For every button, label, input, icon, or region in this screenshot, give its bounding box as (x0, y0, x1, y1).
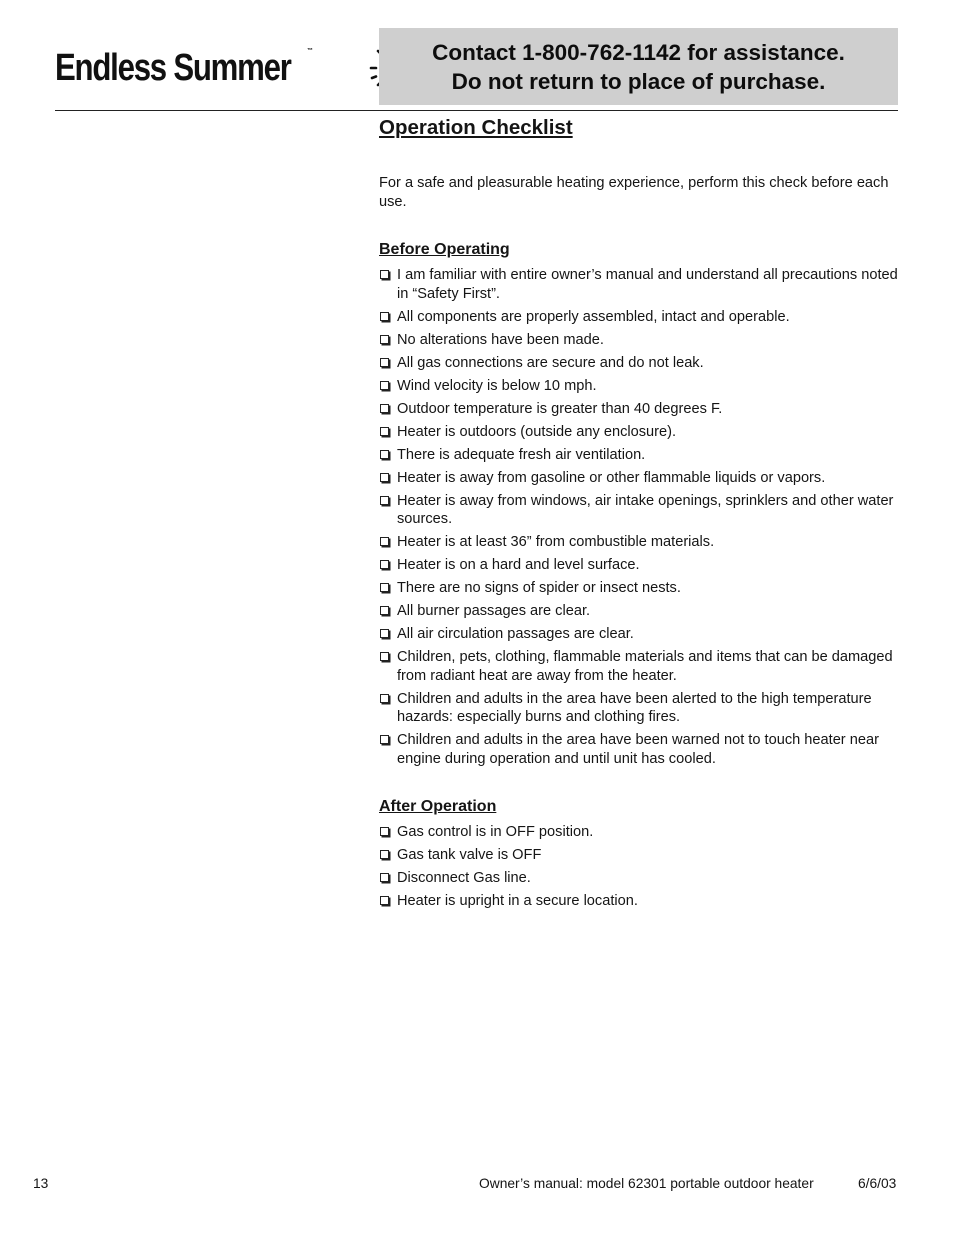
checklist-item (379, 354, 899, 373)
trademark-mark: ™ (307, 48, 313, 54)
brand-logo (55, 40, 355, 96)
page-title: Operation Checklist (379, 116, 573, 139)
checklist-item (379, 533, 899, 552)
checklist-item (379, 602, 899, 621)
contact-line-2: Do not return to place of purchase. (451, 68, 826, 94)
checklist-item (379, 331, 899, 350)
checklist-item (379, 823, 899, 842)
checklist-item-text: Outdoor temperature is greater than 40 degrees F. (397, 400, 723, 417)
checkbox-icon[interactable] (380, 404, 389, 413)
checkbox-icon[interactable] (380, 694, 389, 703)
checklist-item (379, 625, 899, 644)
checkbox-icon[interactable] (380, 358, 389, 367)
checklist-item (379, 400, 899, 419)
checklist-item (379, 308, 899, 327)
checklist-item-text: Disconnect Gas line. (397, 870, 531, 886)
checklist-item-text: Wind velocity is below 10 mph. (397, 377, 597, 394)
checklist-item-text: Heater is on a hard and level surface. (397, 557, 640, 573)
checkbox-icon[interactable] (380, 427, 389, 436)
checklist-item-text: All air circulation passages are clear. (397, 626, 634, 642)
checklist-item (379, 469, 899, 488)
checklist-item (379, 377, 899, 396)
checkbox-icon[interactable] (380, 496, 389, 505)
checkbox-icon[interactable] (380, 450, 389, 459)
checklist-item (379, 266, 899, 303)
checklist-item-text: All components are properly assembled, intact and operable. (397, 308, 790, 325)
checkbox-icon[interactable] (380, 335, 389, 344)
checklist-item-text: Gas control is in OFF position. (397, 824, 594, 840)
checklist-item (379, 492, 899, 529)
checkbox-icon[interactable] (380, 583, 389, 592)
checkbox-icon[interactable] (380, 629, 389, 638)
checkbox-icon[interactable] (380, 381, 389, 390)
header-divider (55, 110, 898, 111)
checkbox-icon[interactable] (380, 606, 389, 615)
checkbox-icon[interactable] (380, 896, 389, 905)
checkbox-icon[interactable] (380, 873, 389, 882)
checkbox-icon[interactable] (380, 652, 389, 661)
contact-banner (379, 28, 898, 105)
footer-manual-title: Owner’s manual: model 62301 portable outdoor heater (479, 1176, 814, 1191)
checklist-item (379, 556, 899, 575)
checklist-item (379, 446, 899, 465)
checkbox-icon[interactable] (380, 827, 389, 836)
footer-date: 6/6/03 (858, 1176, 897, 1191)
checklist-item (379, 869, 899, 888)
checklist-item-text: Heater is at least 36” from combustible materials. (397, 534, 715, 550)
checklist-item-text: There is adequate fresh air ventilation. (397, 446, 646, 463)
contact-line-1: Contact 1-800-762-1142 for assistance. (432, 39, 845, 65)
checkbox-icon[interactable] (380, 735, 389, 744)
checklist-item-text: I am familiar with entire owner’s manual and understand all precautions noted in “Safety First”. (397, 267, 898, 302)
checklist-item-text: Heater is away from gasoline or other flammable liquids or vapors. (397, 469, 826, 486)
checkbox-icon[interactable] (380, 537, 389, 546)
checklist-item-text: Children, pets, clothing, flammable materials and items that can be damaged from radiant heat are away from the heater. (397, 649, 893, 684)
checklist-item (379, 846, 899, 865)
checklist-item-text: Heater is upright in a secure location. (397, 893, 638, 909)
checklist-item (379, 423, 899, 442)
checklist-item-text: Heater is outdoors (outside any enclosure). (397, 423, 677, 440)
after-operation-list (379, 823, 899, 911)
checklist-item (379, 690, 899, 727)
checklist-item-text: Children and adults in the area have been warned not to touch heater near engine during operation and until unit has cooled. (397, 732, 879, 767)
checklist-item-text: All burner passages are clear. (397, 603, 591, 619)
checklist-item (379, 579, 899, 598)
checklist-item (379, 731, 899, 768)
checklist-item-text: No alterations have been made. (397, 331, 604, 348)
checklist-item-text: All gas connections are secure and do not leak. (397, 354, 704, 371)
checklist-item-text: Heater is away from windows, air intake openings, sprinklers and other water sources. (397, 492, 894, 527)
brand-name: Endless Summer (55, 46, 291, 89)
checklist-item-text: There are no signs of spider or insect nests. (397, 580, 681, 596)
before-operating-list (379, 266, 899, 768)
checkbox-icon[interactable] (380, 560, 389, 569)
checkbox-icon[interactable] (380, 312, 389, 321)
checkbox-icon[interactable] (380, 473, 389, 482)
page-number: 13 (33, 1176, 49, 1191)
checkbox-icon[interactable] (380, 270, 389, 279)
checkbox-icon[interactable] (380, 850, 389, 859)
checklist-item (379, 648, 899, 685)
checklist-item (379, 892, 899, 911)
intro-text: For a safe and pleasurable heating experience, perform this check before each use. (379, 175, 889, 210)
checklist-content (379, 116, 899, 911)
before-operating-heading: Before Operating (379, 241, 510, 258)
checklist-item-text: Children and adults in the area have been alerted to the high temperature hazards: especially burns and clothing fires. (397, 690, 872, 725)
after-operation-heading: After Operation (379, 798, 497, 815)
checklist-item-text: Gas tank valve is OFF (397, 847, 542, 863)
